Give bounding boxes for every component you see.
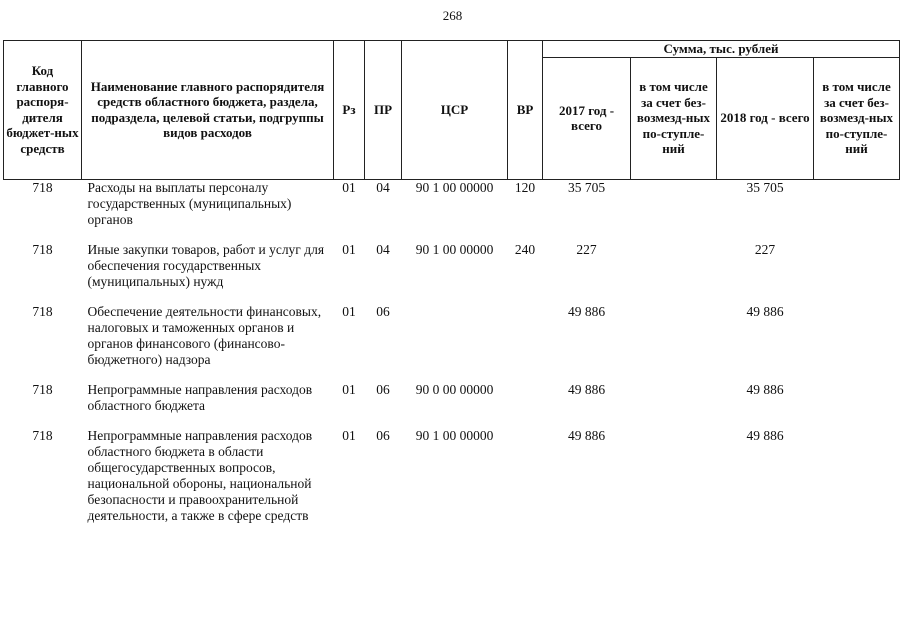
cell-name: Обеспечение деятельности финансовых, налоговых и таможенных органов и органов финансового (финансово-бюджетного) надзора bbox=[87, 303, 322, 367]
cell-name: Расходы на выплаты персоналу государственных (муниципальных) органов bbox=[87, 179, 292, 227]
cell-2018-free bbox=[814, 304, 900, 382]
cell-2017-free bbox=[631, 382, 717, 428]
header-sum-group: Сумма, тыс. рублей bbox=[543, 41, 900, 58]
cell-vr bbox=[508, 382, 543, 428]
cell-csr: 90 0 00 00000 bbox=[415, 381, 494, 397]
header-name: Наименование главного распорядителя средств областного бюджета, раздела, подраздела, целевой статьи, подгруппы видов расходов bbox=[82, 41, 334, 180]
cell-pr: 04 bbox=[376, 241, 390, 257]
cell-vr bbox=[508, 304, 543, 382]
cell-rz: 01 bbox=[342, 427, 356, 443]
cell-pr: 04 bbox=[376, 179, 390, 195]
cell-2018-total: 49 886 bbox=[746, 427, 784, 443]
cell-2017-total: 227 bbox=[576, 241, 597, 257]
cell-2018-free bbox=[814, 428, 900, 538]
cell-2017-total: 49 886 bbox=[567, 381, 606, 397]
cell-vr: 240 bbox=[514, 241, 536, 257]
cell-2018-total: 227 bbox=[754, 241, 776, 257]
table-row bbox=[4, 179, 900, 242]
cell-rz: 01 bbox=[342, 241, 356, 257]
cell-pr: 06 bbox=[376, 381, 390, 397]
table-row bbox=[4, 304, 900, 382]
cell-2018-free bbox=[814, 179, 900, 242]
header-pr: ПР bbox=[365, 41, 402, 180]
table-body bbox=[4, 179, 900, 538]
table-row bbox=[4, 428, 900, 538]
cell-csr: 90 1 00 00000 bbox=[415, 179, 494, 195]
cell-rz: 01 bbox=[342, 303, 356, 319]
cell-2018-total: 49 886 bbox=[746, 381, 784, 397]
cell-code: 718 bbox=[32, 381, 53, 397]
cell-name: Иные закупки товаров, работ и услуг для обеспечения государственных (муниципальных) нужд bbox=[87, 241, 325, 289]
cell-2017-total: 35 705 bbox=[567, 179, 606, 195]
cell-csr: 90 1 00 00000 bbox=[415, 427, 494, 443]
cell-2017-total: 49 886 bbox=[567, 427, 606, 443]
page-number: 268 bbox=[442, 8, 463, 23]
header-rz: Рз bbox=[334, 41, 365, 180]
cell-vr: 120 bbox=[514, 179, 536, 195]
cell-2017-free bbox=[631, 428, 717, 538]
cell-2018-free bbox=[814, 242, 900, 304]
cell-vr bbox=[508, 428, 543, 538]
header-2018-total: 2018 год - всего bbox=[717, 57, 814, 179]
cell-rz: 01 bbox=[342, 381, 356, 397]
table-row bbox=[4, 242, 900, 304]
table-header bbox=[4, 41, 900, 180]
cell-name: Непрограммные направления расходов областного бюджета bbox=[87, 381, 313, 413]
cell-code: 718 bbox=[32, 303, 53, 319]
header-2017-total: 2017 год - всего bbox=[543, 57, 631, 179]
header-code: Код главного распоря-дителя бюджет-ных средств bbox=[4, 41, 82, 180]
cell-pr: 06 bbox=[376, 427, 390, 443]
cell-2018-total: 49 886 bbox=[746, 303, 784, 319]
header-csr: ЦСР bbox=[402, 41, 508, 180]
cell-2018-free bbox=[814, 382, 900, 428]
header-vr: ВР bbox=[508, 41, 543, 180]
cell-name: Непрограммные направления расходов областного бюджета в области общегосударственных вопросов, национальной обороны, национальной безопасности и правоохранительной деятельности, а также в сфере средств bbox=[87, 427, 313, 523]
cell-pr: 06 bbox=[376, 303, 390, 319]
cell-2017-free bbox=[631, 179, 717, 242]
cell-csr: 90 1 00 00000 bbox=[415, 241, 494, 257]
cell-code: 718 bbox=[32, 179, 53, 195]
budget-table bbox=[3, 40, 900, 538]
cell-2017-free bbox=[631, 304, 717, 382]
cell-2017-total: 49 886 bbox=[567, 303, 606, 319]
cell-2017-free bbox=[631, 242, 717, 304]
header-2018-free: в том числе за счет без-возмезд-ных по-ступле-ний bbox=[814, 57, 900, 179]
cell-csr bbox=[402, 304, 508, 382]
cell-2018-total: 35 705 bbox=[746, 179, 784, 195]
cell-code: 718 bbox=[32, 427, 53, 443]
header-2017-free: в том числе за счет без-возмезд-ных по-ступле-ний bbox=[631, 57, 717, 179]
cell-code: 718 bbox=[32, 241, 53, 257]
cell-rz: 01 bbox=[342, 179, 356, 195]
table-row bbox=[4, 382, 900, 428]
